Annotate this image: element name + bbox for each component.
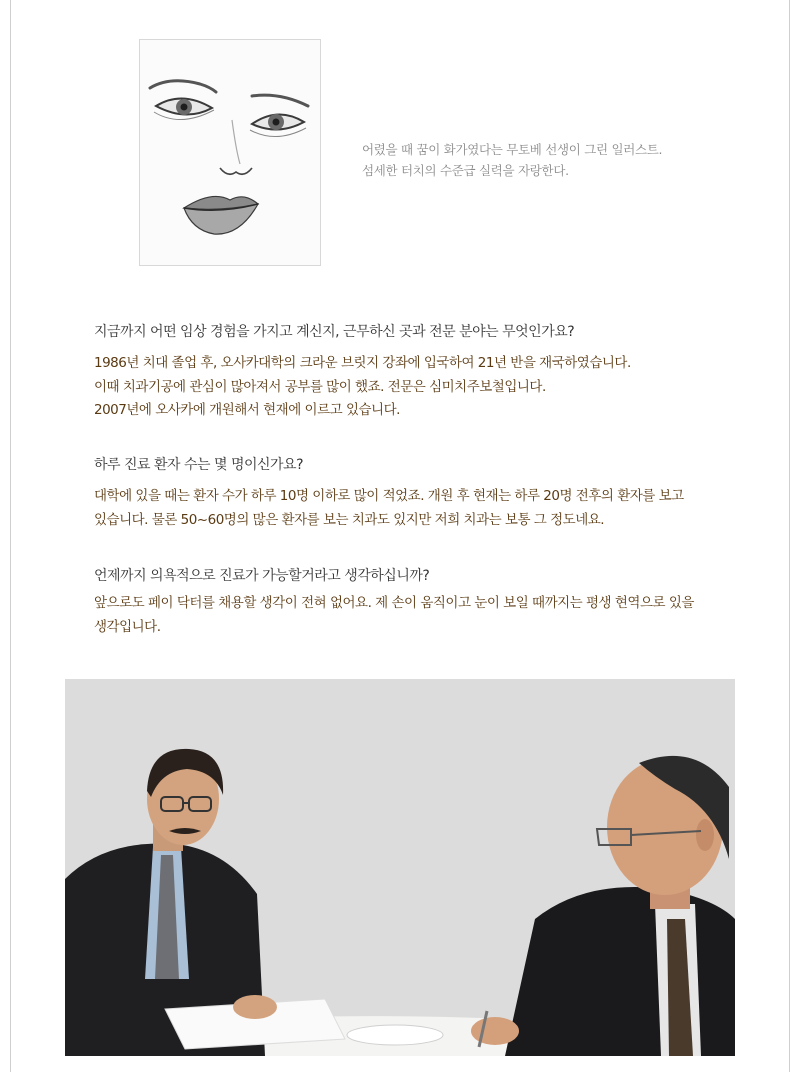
answer-line: 대학에 있을 때는 환자 수가 하루 10명 이하로 많이 적었죠. 개원 후 현재는 하루 20명 전후의 환자를 보고: [94, 488, 684, 504]
interview-question: 언제까지 의욕적으로 진료가 가능할거라고 생각하십니까?: [94, 568, 430, 584]
qa-block-career-plans: [94, 566, 734, 639]
qa-block-daily-patients: [94, 455, 734, 532]
interview-photo-drawing: [65, 679, 735, 1056]
interview-question: 지금까지 어떤 임상 경험을 가지고 계신지, 근무하신 곳과 전문 분야는 무엇인가요?: [94, 324, 575, 340]
answer-line: 생각입니다.: [94, 618, 161, 635]
interview-question: 하루 진료 환자 수는 몇 명이신가요?: [94, 457, 304, 473]
illustration-caption: [362, 139, 762, 181]
face-sketch-illustration: [139, 39, 321, 266]
answer-line: 앞으로도 페이 닥터를 채용할 생각이 전혀 없어요. 제 손이 움직이고 눈이 보일 때까지는 평생 현역으로 있을: [94, 595, 694, 611]
interview-answer: [94, 352, 734, 423]
answer-line: 이때 치과기공에 관심이 많아져서 공부를 많이 했죠. 전문은 심미치주보철입니다.: [94, 378, 546, 395]
face-sketch-drawing: [140, 40, 322, 267]
answer-line: 있습니다. 물론 50~60명의 많은 환자를 보는 치과도 있지만 저희 치과는 보통 그 정도네요.: [94, 511, 605, 528]
interview-photo: [65, 679, 735, 1056]
interview-answer: [94, 592, 734, 639]
caption-line: 어렸을 때 꿈이 화가였다는 무토베 선생이 그린 일러스트.: [362, 142, 663, 157]
caption-line: 섬세한 터치의 수준급 실력을 자랑한다.: [362, 163, 569, 178]
interview-answer: [94, 485, 734, 532]
answer-line: 1986년 치대 졸업 후, 오사카대학의 크라운 브릿지 강좌에 입국하여 21년 반을 재국하였습니다.: [94, 355, 631, 371]
answer-line: 2007년에 오사카에 개원해서 현재에 이르고 있습니다.: [94, 402, 400, 418]
qa-block-clinical-experience: [94, 322, 734, 423]
